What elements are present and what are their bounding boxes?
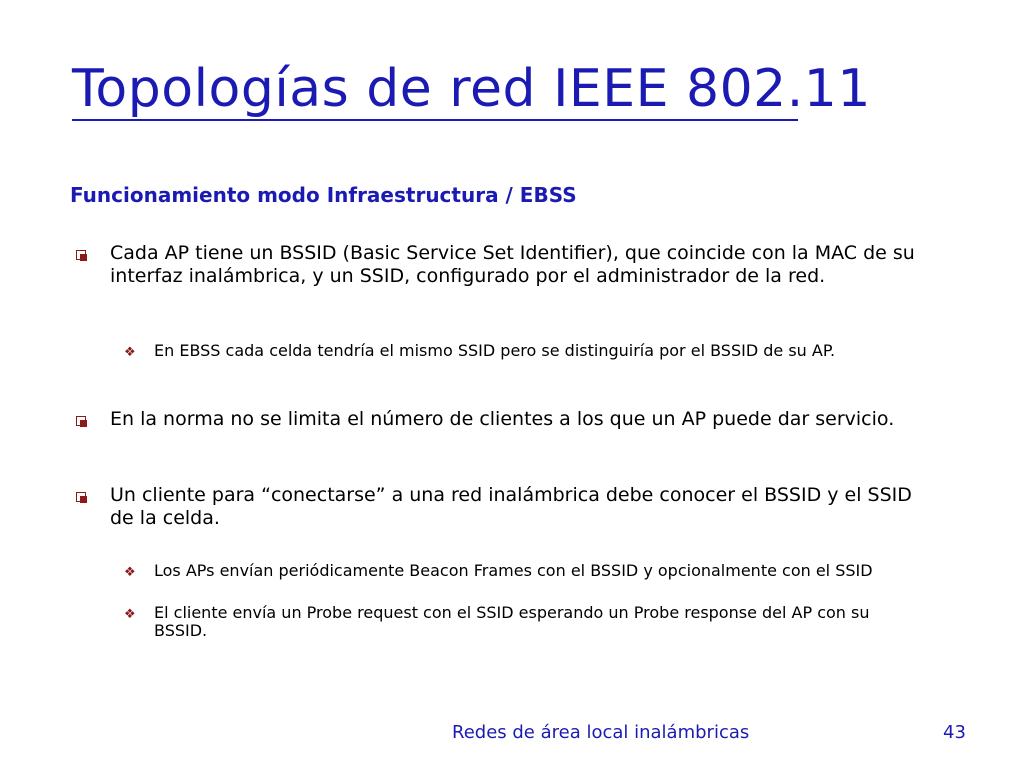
square-bullet-icon xyxy=(76,416,86,426)
diamond-bullet-icon: ❖ xyxy=(124,607,136,622)
subbullet-item xyxy=(124,342,914,360)
slide-title: Topologías de red IEEE 802.11 xyxy=(72,59,871,119)
subbullet-text: El cliente envía un Probe request con el SSID esperando un Probe response del AP con su BSSID. xyxy=(154,603,870,640)
diamond-bullet-icon: ❖ xyxy=(124,345,136,360)
bullet-item xyxy=(76,242,936,288)
subbullet-text: Los APs envían periódicamente Beacon Frames con el BSSID y opcionalmente con el SSID xyxy=(154,561,873,580)
square-bullet-icon xyxy=(76,250,86,260)
bullet-text: Un cliente para “conectarse” a una red inalámbrica debe conocer el BSSID y el SSID de la celda. xyxy=(110,484,912,529)
bullet-text: En la norma no se limita el número de clientes a los que un AP puede dar servicio. xyxy=(110,408,895,430)
square-bullet-icon xyxy=(76,492,86,502)
slide-footer: Redes de área local inalámbricas xyxy=(452,722,750,743)
bullet-item xyxy=(76,484,936,530)
page-number: 43 xyxy=(943,722,966,743)
title-underline xyxy=(72,119,798,121)
bullet-text: Cada AP tiene un BSSID (Basic Service Set Identifier), que coincide con la MAC de su interfaz inalámbrica, y un SSID, configurado por el administrador de la red. xyxy=(110,242,915,287)
slide-subtitle: Funcionamiento modo Infraestructura / EBSS xyxy=(70,183,577,207)
subbullet-text: En EBSS cada celda tendría el mismo SSID pero se distinguiría por el BSSID de su AP. xyxy=(154,341,836,360)
diamond-bullet-icon: ❖ xyxy=(124,565,136,580)
subbullet-item xyxy=(124,562,914,580)
subbullet-item xyxy=(124,604,914,640)
bullet-item xyxy=(76,408,936,431)
